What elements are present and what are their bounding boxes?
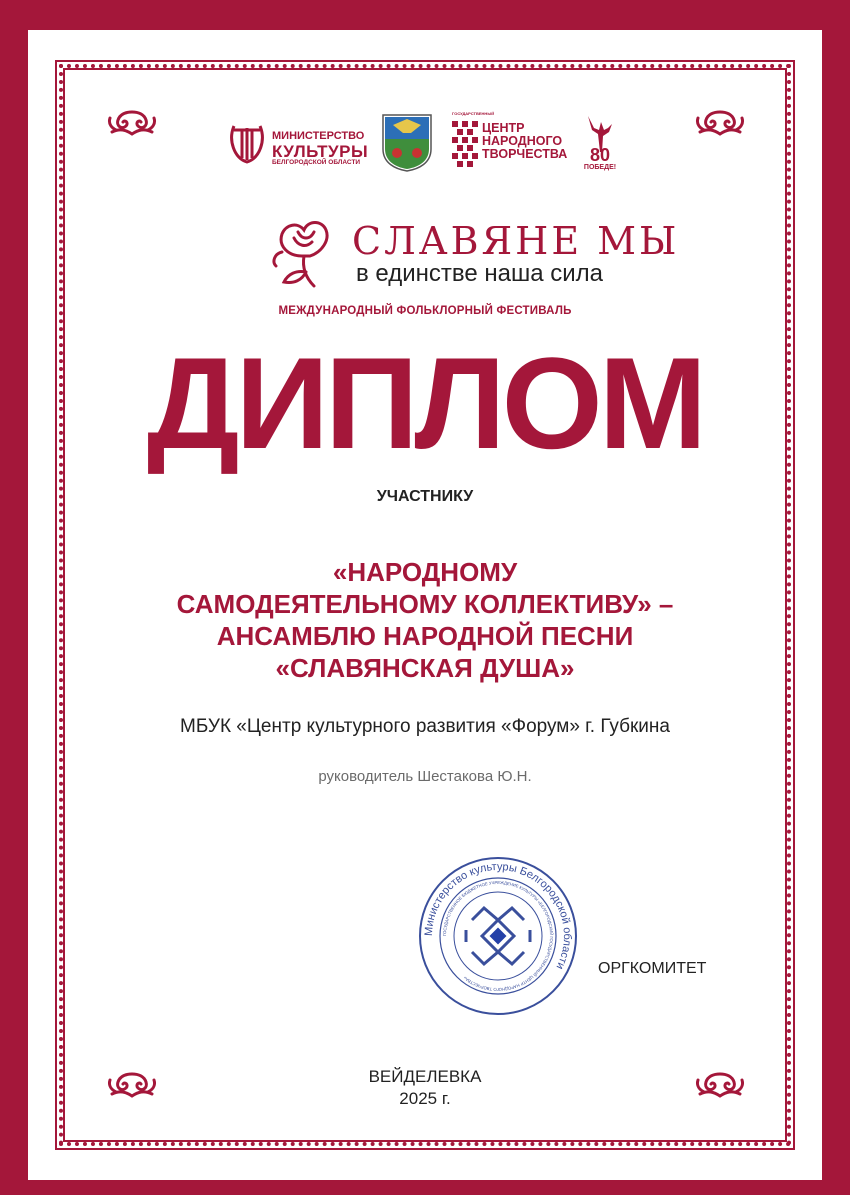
ministry-line1: МИНИСТЕРСТВО (272, 130, 365, 142)
coat-of-arms-icon (381, 113, 433, 173)
center-line3: ТВОРЧЕСТВА (482, 147, 568, 162)
recipient-line-4: «СЛАВЯНСКАЯ ДУША» (275, 653, 575, 683)
footer-year: 2025 г. (399, 1089, 451, 1108)
seal-inner-text: ГОСУДАРСТВЕННОЕ БЮДЖЕТНОЕ УЧРЕЖДЕНИЕ КУЛЬТУРЫ «БЕЛГОРОДСКИЙ ГОСУДАРСТВЕННЫЙ ЦЕНТР НАРОДНОГО ТВОРЧЕСТВА» (441, 879, 555, 993)
recipient-line-3: АНСАМБЛЮ НАРОДНОЙ ПЕСНИ (216, 621, 634, 651)
victory-word: ПОБЕДЕ! (583, 164, 617, 171)
recipient-line-1: «НАРОДНОМУ (332, 557, 518, 587)
leader: руководитель Шестакова Ю.Н. (318, 768, 532, 785)
institution: МБУК «Центр культурного развития «Форум» г. Губкина (180, 716, 670, 737)
festival-motto: в единстве наша сила (356, 260, 604, 287)
corner-ornament-top-right-icon (694, 106, 746, 138)
ministry-line3: БЕЛГОРОДСКОЙ ОБЛАСТИ (272, 159, 361, 167)
center-line2: НАРОДНОГО (482, 134, 563, 149)
corner-ornament-top-left-icon (106, 106, 158, 138)
footer (0, 1066, 850, 1110)
festival-type: МЕЖДУНАРОДНЫЙ ФОЛЬКЛОРНЫЙ ФЕСТИВАЛЬ (278, 305, 572, 317)
recipient-name (0, 556, 850, 684)
signature-label: ОРГКОМИТЕТ (598, 960, 707, 977)
ministry-line2: КУЛЬТУРЫ (272, 141, 369, 161)
center-small-line: ГОСУДАРСТВЕННЫЙ (452, 111, 495, 116)
flower-logo-icon (268, 216, 342, 292)
festival-name: СЛАВЯНЕ МЫ (352, 219, 680, 263)
folk-pattern-logo-icon (450, 117, 480, 169)
lyre-icon (226, 120, 268, 168)
seal-outer-text: Министерство культуры Белгородской области (422, 860, 574, 972)
victory-logo (580, 146, 620, 171)
recipient-line-2: САМОДЕЯТЕЛЬНОМУ КОЛЛЕКТИВУ» – (176, 589, 674, 619)
center-logo-text (452, 111, 568, 162)
victory-number: 80 (589, 145, 611, 165)
footer-place: ВЕЙДЕЛЕВКА (368, 1067, 482, 1086)
center-line1: ЦЕНТР (482, 121, 525, 135)
diploma-title: ДИПЛОМ (146, 330, 704, 476)
recipient-label: УЧАСТНИКУ (376, 488, 474, 505)
ministry-logo-text (272, 131, 368, 167)
seal-stamp-icon (416, 854, 580, 1018)
